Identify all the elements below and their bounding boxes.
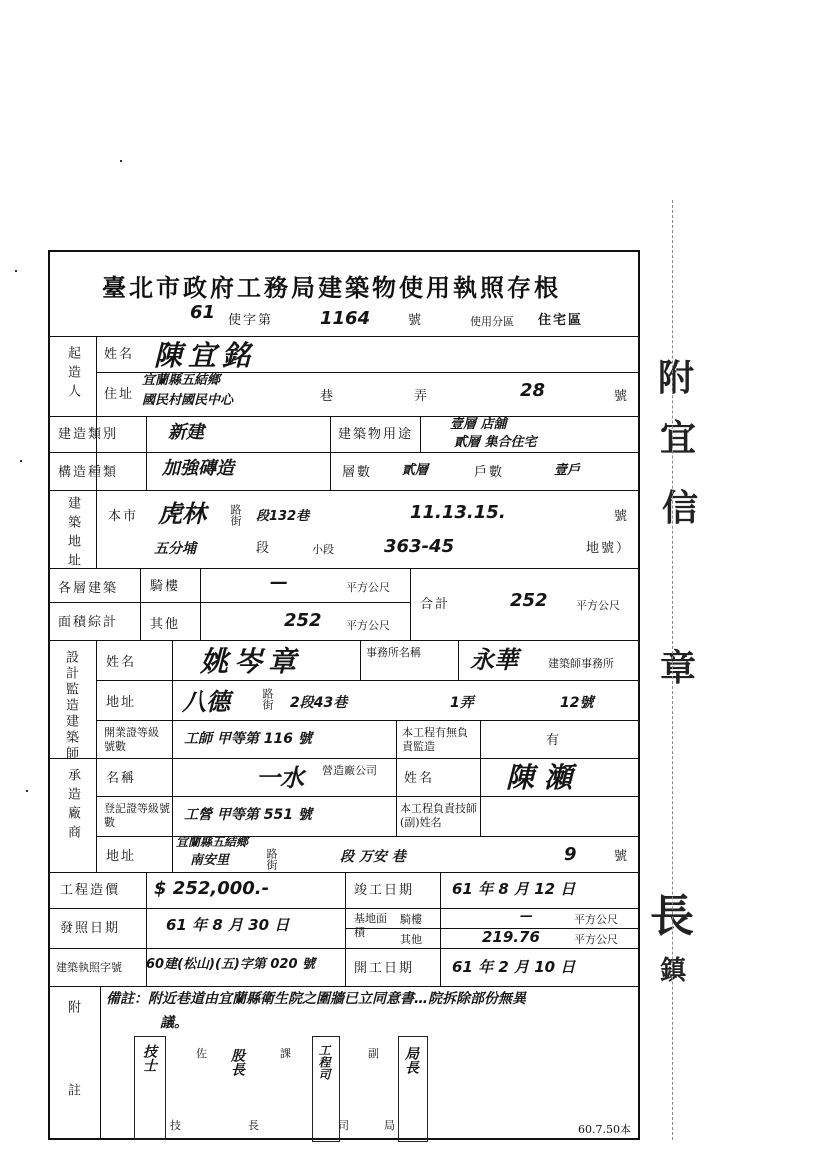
site-road-value: 虎林 [158, 500, 206, 528]
site-subsection-value: 五分埔 [154, 541, 196, 557]
usage-value-2: 貳層 集合住宅 [454, 435, 537, 450]
role-short-engineer: 司 [338, 1119, 349, 1132]
area-other-label: 其他 [150, 617, 181, 632]
rule [50, 986, 640, 987]
permit-label: 建築執照字號 [56, 961, 122, 974]
rule-v [480, 720, 481, 758]
contractor-address-label: 地址 [106, 849, 137, 864]
area-label-1: 各層建築 [58, 581, 119, 596]
license-number: 1164 [320, 308, 371, 329]
area-arcade-label: 騎樓 [150, 579, 181, 594]
rule-v [480, 796, 481, 836]
zone-label: 使用分區 [470, 315, 514, 328]
rule-v [396, 796, 397, 836]
speck [120, 160, 122, 162]
side-char-3: 信 [662, 487, 699, 529]
contractor-address-no-label: 號 [614, 849, 630, 864]
rule [50, 490, 640, 491]
area-total-unit: 平方公尺 [576, 599, 620, 612]
issue-label: 發照日期 [60, 921, 121, 936]
start-label: 開工日期 [354, 961, 415, 976]
rule-v [458, 640, 459, 680]
side-char-1: 附 [658, 357, 695, 399]
page-edge-line [672, 200, 673, 1140]
permit-value: 60建(松山)(五)字第 020 號 [146, 957, 316, 972]
units-label: 戶數 [474, 465, 505, 480]
designer-office-label: 事務所名稱 [366, 646, 421, 659]
side-char-4: 章 [660, 647, 697, 689]
base-arcade-value: — [520, 909, 533, 924]
rule [96, 796, 640, 797]
rule [50, 452, 640, 453]
license-prefix: 使字第 [228, 313, 274, 328]
owner-address-alley: 巷 [320, 389, 336, 404]
designer-office-suffix: 建築師事務所 [548, 657, 614, 670]
site-number-value: 11.13.15. [410, 502, 506, 523]
remarks-section-label: 附註 [65, 1000, 80, 1166]
rule-v [410, 568, 411, 640]
issue-value: 61 年 8 月 30 日 [166, 916, 290, 934]
contractor-reg-label: 登記證等級號數 [104, 802, 170, 830]
contractor-name-value: 一水 [256, 764, 304, 792]
start-value: 61 年 2 月 10 日 [452, 958, 576, 976]
print-code: 60.7.50本 [578, 1123, 631, 1136]
rule [96, 680, 640, 681]
seal-technician: 技士 [141, 1044, 157, 1072]
speck [15, 270, 17, 272]
area-other-unit: 平方公尺 [346, 619, 390, 632]
site-section-label: 建築地址 [65, 496, 80, 572]
site-segment-label: 段 [256, 541, 272, 556]
contractor-person-label: 姓名 [404, 771, 435, 786]
rule [50, 758, 640, 759]
role-short-director: 局 [384, 1119, 395, 1132]
side-char-6: 鎮 [660, 956, 687, 986]
remarks-note-line1: 備註：附近巷道由宜蘭縣衛生院之圍牆已立同意書…院拆除部份無異 [106, 991, 526, 1007]
contractor-address-lane: 段 万安 巷 [340, 849, 406, 865]
base-arcade-unit: 平方公尺 [574, 913, 618, 926]
license-year: 61 [190, 302, 216, 323]
rule-v [360, 640, 361, 680]
contractor-address-line2: 南安里 [190, 853, 230, 868]
area-arcade-value: — [270, 572, 288, 593]
designer-address-number: 12號 [560, 695, 594, 711]
designer-license-value: 工師 甲等第 116 號 [184, 731, 312, 747]
rule [50, 568, 640, 569]
owner-address-number: 28 [520, 380, 546, 401]
designer-address-value: 八德 [182, 688, 230, 716]
owner-address-label: 住址 [104, 387, 135, 402]
role-deputy: 副 [368, 1047, 379, 1060]
rule-v [96, 490, 97, 568]
floors-value: 貳層 [402, 463, 429, 478]
side-char-2: 宜 [660, 417, 697, 459]
designer-section-label: 設計監造建築師 [63, 650, 78, 762]
owner-address-line2: 國民村國民中心 [142, 393, 234, 408]
usage-value-1: 壹層 店舖 [450, 417, 507, 432]
role-section: 課 [280, 1047, 291, 1060]
rule-v [480, 758, 481, 796]
seal-engineer: 工程司 [317, 1044, 331, 1080]
seal-director: 局長 [403, 1046, 419, 1074]
units-value: 壹戶 [554, 463, 581, 478]
owner-address-line1: 宜蘭縣五結鄉 [142, 373, 221, 388]
base-other-label: 其他 [400, 933, 422, 946]
area-arcade-unit: 平方公尺 [346, 581, 390, 594]
owner-address-no-label: 號 [614, 389, 630, 404]
base-other-value: 219.76 [482, 928, 540, 946]
license-stub-form [48, 250, 640, 1166]
contractor-address-line1: 宜蘭縣五結鄉 [176, 835, 249, 849]
floors-label: 層數 [342, 465, 373, 480]
rule-v [345, 872, 346, 986]
contractor-reg-value: 工營 甲等第 551 號 [184, 807, 312, 823]
category-value: 新建 [168, 422, 204, 443]
finish-label: 竣工日期 [354, 883, 415, 898]
category-label: 建造類別 [58, 427, 119, 442]
contractor-name-suffix: 營造廠公司 [322, 764, 377, 777]
base-other-unit: 平方公尺 [574, 933, 618, 946]
owner-name-label: 姓名 [104, 347, 135, 362]
contractor-section-label: 承造廠商 [65, 768, 80, 844]
side-char-5: 長 [650, 891, 694, 942]
owner-name-value: 陳宜銘 [154, 339, 257, 372]
designer-address-lane: 1弄 [450, 695, 474, 711]
site-lot-value: 363-45 [384, 536, 455, 557]
rule-v [420, 416, 421, 452]
signature-chief: 股長 [229, 1048, 245, 1076]
rule-v [146, 416, 147, 490]
designer-name-value: 姚岑章 [200, 645, 303, 678]
rule [50, 416, 640, 417]
cost-value: $ 252,000.- [154, 878, 270, 899]
designer-name-label: 姓名 [106, 655, 137, 670]
site-lot-label: 地號） [586, 541, 632, 556]
rule [96, 720, 640, 721]
speck [26, 790, 28, 792]
area-total-value: 252 [510, 590, 548, 611]
remarks-note-line2: 議。 [160, 1015, 188, 1031]
base-label: 基地面積 [354, 912, 387, 940]
role-short-chief: 長 [248, 1119, 259, 1132]
site-road-suffix: 路街 [229, 504, 242, 526]
rule-v [396, 720, 397, 758]
rule-v [140, 568, 141, 640]
site-city-label: 本市 [108, 509, 139, 524]
contractor-name-label: 名稱 [106, 771, 137, 786]
finish-value: 61 年 8 月 12 日 [452, 880, 576, 898]
contractor-person-value: 陳瀬 [506, 761, 583, 794]
site-number-label: 號 [614, 509, 630, 524]
zone-value: 住宅區 [538, 313, 584, 328]
designer-license-label: 開業證等級號數 [104, 726, 159, 754]
area-label-2: 面積綜計 [58, 615, 119, 630]
structure-value: 加強磚造 [162, 458, 234, 479]
contractor-address-number: 9 [564, 844, 577, 865]
rule-v [440, 872, 441, 986]
rule-v [100, 986, 101, 1140]
structure-label: 構造種類 [58, 465, 119, 480]
site-sub-label: 小段 [312, 543, 334, 556]
designer-address-label: 地址 [106, 695, 137, 710]
owner-section-label: 起造人 [65, 346, 80, 403]
contractor-tech-label: 本工程負責技師(副)姓名 [400, 802, 477, 830]
rule-v [396, 758, 397, 796]
usage-label: 建築物用途 [338, 427, 414, 442]
contractor-address-suffix: 路街 [265, 848, 278, 870]
designer-address-suffix: 路街 [261, 688, 274, 710]
area-other-value: 252 [284, 610, 322, 631]
designer-office-value: 永華 [470, 646, 518, 674]
role-short-tech: 技 [170, 1119, 181, 1132]
designer-address-section: 2段43巷 [290, 695, 348, 711]
base-arcade-label: 騎樓 [400, 913, 422, 926]
rule-v [330, 416, 331, 490]
rule [50, 602, 410, 603]
designer-supervise-label: 本工程有無負責監造 [402, 726, 468, 754]
rule-v [200, 568, 201, 640]
owner-address-lane: 弄 [414, 389, 430, 404]
area-total-label: 合計 [420, 597, 451, 612]
speck [20, 460, 22, 462]
cost-label: 工程造價 [60, 883, 121, 898]
rule-v [96, 640, 97, 872]
role-assistant: 佐 [196, 1047, 207, 1060]
rule-v [172, 640, 173, 872]
rule [50, 336, 640, 337]
form-title: 臺北市政府工務局建築物使用執照存根 [102, 273, 561, 302]
license-suffix: 號 [408, 313, 424, 328]
designer-supervise-value: 有 [546, 733, 562, 748]
rule [50, 640, 640, 641]
site-lane-value: 段132巷 [256, 509, 310, 524]
